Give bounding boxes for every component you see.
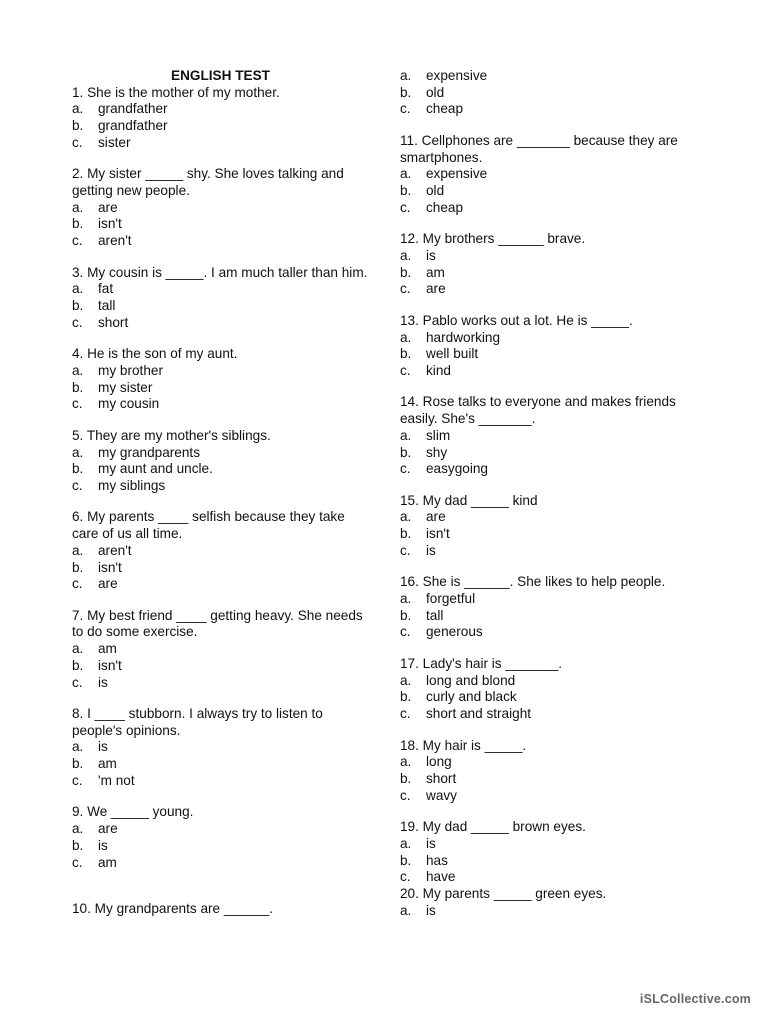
- answer-option: [400, 265, 700, 282]
- option-letter: c.: [72, 854, 83, 870]
- option-text: long: [426, 754, 452, 770]
- option-letter: c.: [72, 314, 83, 330]
- option-text: slim: [426, 427, 451, 443]
- option-letter: a.: [72, 199, 84, 215]
- option-text: short: [426, 770, 457, 786]
- answer-option: [72, 200, 372, 217]
- answer-option: [72, 298, 372, 315]
- option-text: short: [98, 314, 129, 330]
- option-letter: b.: [400, 852, 412, 868]
- answer-option: [72, 396, 372, 413]
- question-stem: 12. My brothers ______ brave.: [400, 231, 586, 247]
- answer-option: [72, 560, 372, 577]
- answer-option: [400, 363, 700, 380]
- option-text: has: [426, 852, 448, 868]
- question-stem: 7. My best friend ____ getting heavy. She needs to do some exercise.: [72, 607, 363, 640]
- answer-option: [400, 445, 700, 462]
- question-stem: 3. My cousin is _____. I am much taller than him.: [72, 264, 368, 280]
- option-text: are: [98, 576, 118, 592]
- question-stem: 19. My dad _____ brown eyes.: [400, 819, 586, 835]
- option-letter: a.: [72, 821, 84, 837]
- option-text: easygoing: [426, 461, 488, 477]
- option-text: am: [426, 264, 445, 280]
- left-column: [72, 68, 372, 933]
- option-text: my grandparents: [98, 444, 201, 460]
- option-text: isn't: [98, 559, 122, 575]
- question-stem: 13. Pablo works out a lot. He is _____.: [400, 312, 633, 328]
- option-letter: c.: [400, 461, 411, 477]
- option-text: is: [426, 247, 436, 263]
- question-block: [400, 493, 700, 560]
- answer-option: [72, 773, 372, 790]
- option-letter: a.: [72, 739, 84, 755]
- answer-option: [72, 821, 372, 838]
- answer-option: [400, 903, 700, 920]
- option-letter: c.: [72, 134, 83, 150]
- option-text: fat: [98, 281, 114, 297]
- option-letter: a.: [72, 101, 84, 117]
- option-text: am: [98, 756, 117, 772]
- option-text: shy: [426, 444, 448, 460]
- answer-option: [400, 346, 700, 363]
- page-title: ENGLISH TEST: [171, 68, 270, 83]
- answer-option: [72, 118, 372, 135]
- option-letter: b.: [400, 346, 412, 362]
- option-letter: c.: [400, 281, 411, 297]
- option-text: expensive: [426, 166, 488, 182]
- option-text: old: [426, 84, 445, 100]
- option-letter: a.: [72, 281, 84, 297]
- option-letter: a.: [400, 68, 412, 83]
- option-text: tall: [426, 607, 444, 623]
- question-stem: 20. My parents _____ green eyes.: [400, 886, 607, 901]
- option-letter: c.: [400, 787, 411, 803]
- option-letter: b.: [72, 837, 84, 853]
- option-letter: c.: [400, 362, 411, 378]
- answer-option: [72, 233, 372, 250]
- answer-option: [400, 428, 700, 445]
- option-text: have: [426, 869, 456, 885]
- answer-option: [400, 853, 700, 870]
- answer-option: [400, 526, 700, 543]
- answer-option: [400, 591, 700, 608]
- answer-option: [72, 756, 372, 773]
- option-text: is: [426, 542, 436, 558]
- question-block: [72, 901, 372, 918]
- option-text: grandfather: [98, 101, 168, 117]
- option-text: my aunt and uncle.: [98, 461, 213, 477]
- question-stem: 8. I ____ stubborn. I always try to listen to people's opinions.: [72, 706, 323, 738]
- answer-option: [400, 771, 700, 788]
- option-text: my siblings: [98, 477, 166, 493]
- question-stem: 11. Cellphones are _______ because they are smartphones.: [400, 132, 678, 165]
- answer-option: [400, 166, 700, 183]
- option-letter: c.: [400, 101, 411, 117]
- option-letter: c.: [400, 869, 411, 885]
- question-block: [400, 68, 700, 118]
- question-block: [72, 265, 372, 332]
- answer-option: [400, 624, 700, 641]
- option-letter: b.: [400, 264, 412, 280]
- question-block: [400, 231, 700, 298]
- question-block: [400, 819, 700, 886]
- answer-option: [400, 330, 700, 347]
- option-text: is: [98, 674, 108, 690]
- option-letter: c.: [72, 477, 83, 493]
- option-letter: c.: [72, 233, 83, 249]
- question-block: [400, 656, 700, 723]
- answer-option: [72, 576, 372, 593]
- option-letter: a.: [400, 427, 412, 443]
- question-block: [72, 166, 372, 250]
- answer-option: [400, 706, 700, 723]
- option-letter: a.: [400, 591, 412, 607]
- answer-option: [72, 675, 372, 692]
- option-text: hardworking: [426, 329, 501, 345]
- option-text: kind: [426, 362, 451, 378]
- option-text: are: [426, 281, 446, 297]
- option-letter: a.: [400, 902, 412, 918]
- answer-option: [72, 216, 372, 233]
- answer-option: [72, 380, 372, 397]
- option-text: is: [426, 835, 436, 851]
- answer-option: [72, 855, 372, 872]
- option-text: generous: [426, 624, 483, 640]
- option-letter: c.: [400, 542, 411, 558]
- answer-option: [72, 445, 372, 462]
- option-text: grandfather: [98, 118, 168, 134]
- option-text: forgetful: [426, 591, 476, 607]
- option-text: is: [98, 837, 108, 853]
- option-letter: b.: [72, 216, 84, 232]
- option-letter: b.: [72, 756, 84, 772]
- question-block: [72, 706, 372, 790]
- option-text: long and blond: [426, 672, 516, 688]
- answer-option: [72, 281, 372, 298]
- option-text: curly and black: [426, 689, 517, 705]
- option-text: isn't: [98, 216, 122, 232]
- question-block: [400, 313, 700, 380]
- answer-option: [400, 281, 700, 298]
- option-text: am: [98, 641, 117, 657]
- answer-option: [400, 85, 700, 102]
- option-letter: c.: [72, 576, 83, 592]
- site-watermark: iSLCollective.com: [639, 992, 751, 1007]
- answer-option: [72, 478, 372, 495]
- question-stem: 4. He is the son of my aunt.: [72, 346, 238, 362]
- option-text: is: [426, 902, 436, 918]
- answer-option: [400, 200, 700, 217]
- right-column: [400, 68, 700, 934]
- option-text: are: [98, 821, 118, 837]
- question-stem: 10. My grandparents are ______.: [72, 901, 274, 917]
- option-letter: a.: [400, 166, 412, 182]
- option-letter: c.: [400, 199, 411, 215]
- option-text: isn't: [426, 526, 450, 542]
- option-text: is: [98, 739, 108, 755]
- option-letter: c.: [400, 624, 411, 640]
- option-letter: c.: [400, 706, 411, 722]
- option-letter: a.: [400, 247, 412, 263]
- option-letter: b.: [400, 84, 412, 100]
- question-stem: 2. My sister _____ shy. She loves talking and getting new people.: [72, 166, 344, 199]
- answer-option: [400, 461, 700, 478]
- answer-option: [72, 739, 372, 756]
- answer-option: [400, 248, 700, 265]
- option-text: are: [98, 199, 118, 215]
- question-block: [72, 509, 372, 593]
- option-text: short and straight: [426, 706, 532, 722]
- answer-option: [400, 754, 700, 771]
- question-stem: 14. Rose talks to everyone and makes friends easily. She's _______.: [400, 394, 676, 427]
- option-letter: a.: [400, 329, 412, 345]
- option-text: expensive: [426, 68, 488, 83]
- option-letter: a.: [72, 542, 84, 558]
- question-block: [400, 886, 700, 919]
- option-letter: a.: [72, 641, 84, 657]
- question-block: [72, 804, 372, 871]
- question-stem: 9. We _____ young.: [72, 804, 194, 820]
- question-stem: 16. She is ______. She likes to help people.: [400, 574, 666, 590]
- question-stem: 5. They are my mother's siblings.: [72, 427, 271, 443]
- option-letter: c.: [72, 396, 83, 412]
- option-text: am: [98, 854, 117, 870]
- question-block: [400, 394, 700, 478]
- option-letter: b.: [400, 607, 412, 623]
- answer-option: [400, 869, 700, 886]
- question-block: [72, 428, 372, 495]
- answer-option: [400, 543, 700, 560]
- answer-option: [400, 836, 700, 853]
- answer-option: [400, 788, 700, 805]
- answer-option: [72, 658, 372, 675]
- option-text: old: [426, 183, 445, 199]
- option-letter: c.: [72, 772, 83, 788]
- option-letter: a.: [400, 672, 412, 688]
- option-letter: b.: [400, 183, 412, 199]
- option-letter: b.: [400, 770, 412, 786]
- question-block: [400, 738, 700, 805]
- option-letter: b.: [72, 461, 84, 477]
- question-block: [72, 346, 372, 413]
- question-stem: 17. Lady's hair is _______.: [400, 655, 563, 671]
- answer-option: [400, 689, 700, 706]
- option-text: aren't: [98, 542, 132, 558]
- option-text: aren't: [98, 233, 132, 249]
- question-block: [72, 85, 372, 152]
- option-letter: c.: [72, 674, 83, 690]
- option-letter: b.: [72, 118, 84, 134]
- option-text: well built: [426, 346, 479, 362]
- answer-option: [400, 509, 700, 526]
- question-block: [72, 608, 372, 692]
- answer-option: [400, 608, 700, 625]
- option-text: 'm not: [98, 772, 135, 788]
- option-text: isn't: [98, 657, 122, 673]
- answer-option: [72, 135, 372, 152]
- answer-option: [72, 363, 372, 380]
- question-stem: 1. She is the mother of my mother.: [72, 84, 280, 100]
- option-text: sister: [98, 134, 131, 150]
- option-letter: a.: [400, 754, 412, 770]
- option-text: my brother: [98, 362, 163, 378]
- answer-option: [72, 101, 372, 118]
- answer-option: [72, 461, 372, 478]
- option-letter: b.: [400, 526, 412, 542]
- answer-option: [400, 183, 700, 200]
- answer-option: [72, 838, 372, 855]
- option-letter: b.: [72, 559, 84, 575]
- option-letter: b.: [400, 689, 412, 705]
- option-letter: b.: [72, 298, 84, 314]
- option-letter: a.: [400, 835, 412, 851]
- option-letter: b.: [72, 379, 84, 395]
- option-text: cheap: [426, 101, 464, 117]
- option-letter: a.: [72, 444, 84, 460]
- option-letter: b.: [400, 444, 412, 460]
- option-letter: a.: [72, 362, 84, 378]
- answer-option: [72, 543, 372, 560]
- option-text: tall: [98, 298, 116, 314]
- answer-option: [72, 641, 372, 658]
- question-stem: 18. My hair is _____.: [400, 737, 527, 753]
- answer-option: [400, 673, 700, 690]
- option-letter: b.: [72, 657, 84, 673]
- question-stem: 15. My dad _____ kind: [400, 492, 538, 508]
- option-text: cheap: [426, 199, 464, 215]
- option-text: wavy: [426, 787, 457, 803]
- answer-option: [72, 315, 372, 332]
- option-letter: a.: [400, 509, 412, 525]
- question-block: [400, 133, 700, 217]
- option-text: my sister: [98, 379, 153, 395]
- answer-option: [400, 101, 700, 118]
- option-text: are: [426, 509, 446, 525]
- question-stem: 6. My parents ____ selfish because they take care of us all time.: [72, 509, 345, 542]
- option-text: my cousin: [98, 396, 160, 412]
- answer-option: [400, 68, 700, 85]
- question-block: [400, 574, 700, 641]
